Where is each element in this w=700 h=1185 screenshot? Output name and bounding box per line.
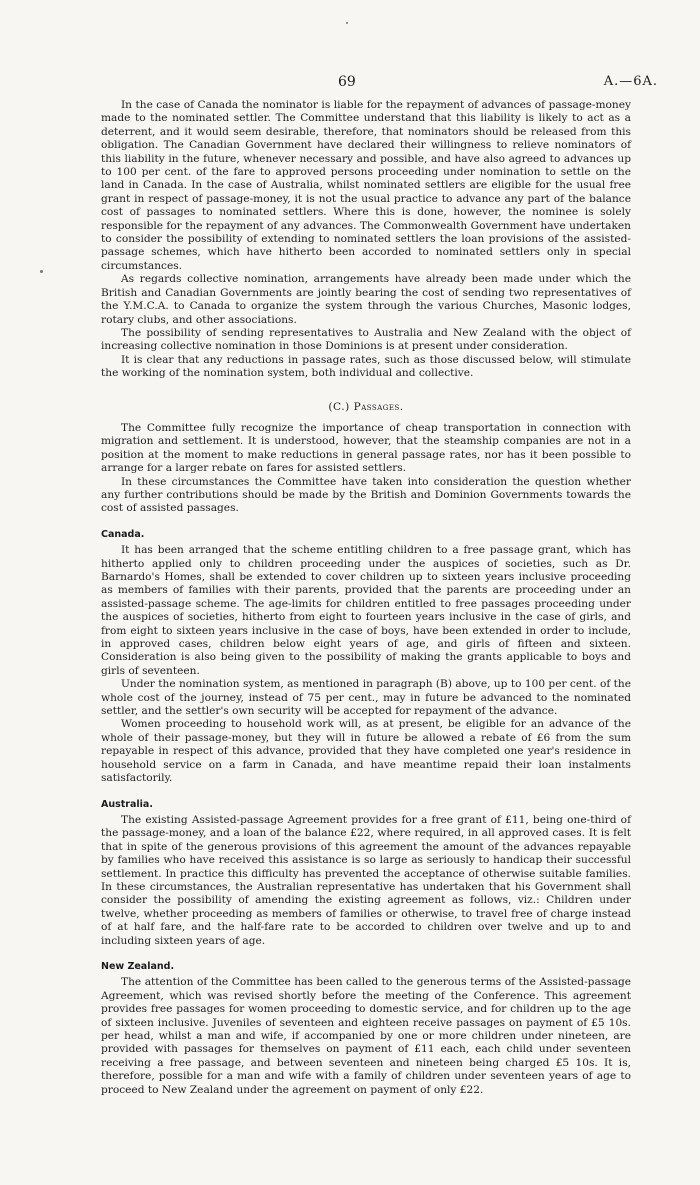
paragraph: The Committee fully recognize the importance of cheap transportation in connection with migration and settlement. It is understood, however, that the steamship companies are not in a position at the moment to make reductions in general passage rates, nor has it been possible to arrange for a larger rebate on fares for assisted settlers. bbox=[101, 421, 631, 475]
subheading-canada: Canada. bbox=[101, 528, 145, 540]
paragraph: In these circumstances the Committee have taken into consideration the question whether any further contributions should be made by the British and Dominion Governments towards the cost of assisted passages. bbox=[101, 475, 631, 515]
document-reference: A.—6A. bbox=[603, 74, 658, 89]
paragraph: It is clear that any reductions in passage rates, such as those discussed below, will stimulate the working of the nomination system, both individual and collective. bbox=[101, 353, 631, 380]
page-header bbox=[0, 74, 700, 92]
paragraph: In the case of Canada the nominator is liable for the repayment of advances of passage-money made to the nominated settler. The Committee understand that this liability is likely to act as a deterrent, and it would seem desirable, therefore, that nominators should be released from this obligation. The Canadian Government have declared their willingness to relieve nominators of this liability in the future, whenever necessary and possible, and have also agreed to advances up to 100 per cent. of the fare to approved persons proceeding under nomination to settle on the land in Canada. In the case of Australia, whilst nominated settlers are eligible for the usual free grant in respect of passage-money, it is not the usual practice to advance any part of the balance cost of passages to nominated settlers. Where this is done, however, the nominee is solely responsible for the repayment of any advances. The Commonwealth Government have undertaken to consider the possibility of extending to nominated settlers the loan provisions of the assisted-passage schemes, which have hitherto been accorded to nominated settlers only in special circumstances. bbox=[101, 99, 631, 272]
subheading-new-zealand: New Zealand. bbox=[101, 960, 175, 972]
page-number: 69 bbox=[338, 74, 356, 90]
paper-speck bbox=[40, 270, 43, 273]
body-text bbox=[101, 99, 631, 1097]
paragraph: The existing Assisted-passage Agreement provides for a free grant of £11, being one-third of the passage-money, and a loan of the balance £22, where required, in all approved cases. It is felt that in spite of the generous provisions of this agreement the amount of the advances repayable by families who have received this assistance is so large as seriously to handicap their successful settlement. In practice this difficulty has prevented the acceptance of otherwise suitable families. In these circumstances, the Australian representative has undertaken that his Government shall consider the possibility of amending the existing agreement as follows, viz.: Children under twelve, whether proceeding as members of families or otherwise, to travel free of charge instead of at half fare, and the half-fare rate to be accorded to children over twelve and up to and including sixteen years of age. bbox=[101, 813, 631, 947]
paragraph: It has been arranged that the scheme entitling children to a free passage grant, which has hitherto applied only to children proceeding under the auspices of societies, such as Dr. Barnardo's Homes, shall be extended to cover children up to sixteen years inclusive proceeding as members of families with their parents, provided that the parents are proceeding under an assisted-passage scheme. The age-limits for children entitled to free passages proceeding under the auspices of societies, hitherto from eight to fourteen years inclusive in the case of girls, and from eight to sixteen years inclusive in the case of boys, have been extended in order to include, in approved cases, children below eight years of age, and girls of fifteen and sixteen. Consideration is also being given to the possibility of making the grants applicable to boys and girls of seventeen. bbox=[101, 544, 631, 677]
subheading-australia: Australia. bbox=[101, 798, 153, 810]
paragraph: Under the nomination system, as mentioned in paragraph (B) above, up to 100 per cent. of the whole cost of the journey, instead of 75 per cent., may in future be advanced to the nominated settler, and the settler's own security will be accepted for repayment of the advance. bbox=[101, 678, 631, 718]
paper-speck bbox=[346, 22, 348, 24]
paragraph: The attention of the Committee has been called to the generous terms of the Assisted-passage Agreement, which was revised shortly before the meeting of the Conference. This agreement provides free passages for women proceeding to domestic service, and for children up to the age of sixteen inclusive. Juveniles of seventeen and eighteen receive passages on payment of £5 10s. per head, whilst a man and wife, if accompanied by one or more children under nineteen, are provided with passages for themselves on payment of £11 each, each child under seventeen receiving a free passage, and between seventeen and nineteen being charged £5 10s. It is, therefore, possible for a man and wife with a family of children under seventeen years of age to proceed to New Zealand under the agreement on payment of only £22. bbox=[101, 976, 631, 1096]
section-title: (C.) Passages. bbox=[328, 400, 404, 413]
paragraph: As regards collective nomination, arrangements have already been made under which the British and Canadian Governments are jointly bearing the cost of sending two representatives of the Y.M.C.A. to Canada to organize the system through the various Churches, Masonic lodges, rotary clubs, and other associations. bbox=[101, 273, 631, 326]
paragraph: The possibility of sending representatives to Australia and New Zealand with the object of increasing collective nomination in those Dominions is at present under consideration. bbox=[101, 326, 631, 353]
paragraph: Women proceeding to household work will, as at present, be eligible for an advance of the whole of their passage-money, but they will in future be allowed a rebate of £6 from the sum repayable in respect of this advance, provided that they have completed one year's residence in household service on a farm in Canada, and have meantime repaid their loan instalments satisfactorily. bbox=[101, 718, 631, 785]
